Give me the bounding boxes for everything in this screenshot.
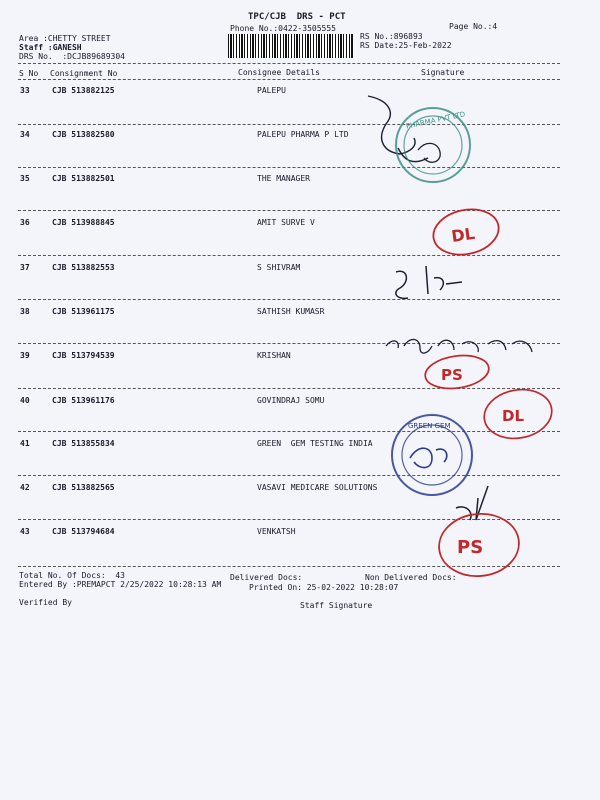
row-consignee: VENKATSH xyxy=(257,527,296,536)
row-sno: 35 xyxy=(20,174,30,183)
stamp-1-text: PHARMA PVT LTD xyxy=(405,110,467,131)
row-sno: 39 xyxy=(20,351,30,360)
dl-mark-text: DL xyxy=(450,223,477,246)
row-consignment: CJB 513794539 xyxy=(52,351,115,360)
row-divider xyxy=(18,566,560,567)
row-divider xyxy=(18,299,560,300)
row-consignee: PALEPU xyxy=(257,86,286,95)
divider xyxy=(18,79,560,80)
row-sno: 40 xyxy=(20,396,30,405)
row-divider xyxy=(18,167,560,168)
row-consignment: CJB 513882565 xyxy=(52,483,115,492)
ps-mark-43 xyxy=(436,510,522,580)
signature-34 xyxy=(368,96,428,162)
row-consignee: VASAVI MEDICARE SOLUTIONS xyxy=(257,483,378,492)
row-divider xyxy=(18,388,560,389)
row-consignment: CJB 513882501 xyxy=(52,174,115,183)
row-sno: 43 xyxy=(20,527,30,536)
row-consignment: CJB 513961175 xyxy=(52,307,115,316)
row-sno: 41 xyxy=(20,439,30,448)
dl-mark-40 xyxy=(480,384,555,443)
drs-number: DRS No. :DCJB89689304 xyxy=(19,52,125,61)
staff-label: Staff :GANESH xyxy=(19,43,82,52)
signature-42 xyxy=(456,486,488,520)
dl-mark-text: DL xyxy=(502,407,525,425)
company-stamp-1 xyxy=(396,108,470,182)
column-header-consignee: Consignee Details xyxy=(238,68,320,77)
ps-mark-text: PS xyxy=(457,537,484,558)
row-consignee: KRISHAN xyxy=(257,351,291,360)
row-consignee: S SHIVRAM xyxy=(257,263,301,272)
row-divider xyxy=(18,431,560,432)
row-consignee: PALEPU PHARMA P LTD xyxy=(257,130,349,139)
row-divider xyxy=(18,475,560,476)
row-consignee: GOVINDRAJ SOMU xyxy=(257,396,325,405)
row-sno: 36 xyxy=(20,218,30,227)
row-divider xyxy=(18,255,560,256)
row-consignee: THE MANAGER xyxy=(257,174,310,183)
column-header-signature: Signature xyxy=(421,68,465,77)
row-consignee: GREEN GEM TESTING INDIA xyxy=(257,439,373,448)
row-divider xyxy=(18,124,560,125)
column-header-sno: S No xyxy=(19,69,39,78)
row-consignment: CJB 513794684 xyxy=(52,527,115,536)
divider xyxy=(18,63,560,64)
ps-mark-39 xyxy=(423,352,491,393)
row-consignment: CJB 513882580 xyxy=(52,130,115,139)
stamp-2-text: GREEN GEM xyxy=(408,422,451,430)
row-consignment: CJB 513961176 xyxy=(52,396,115,405)
row-sno: 38 xyxy=(20,307,30,316)
row-divider xyxy=(18,343,560,344)
delivered-docs: Delivered Docs: xyxy=(230,573,303,582)
row-divider xyxy=(18,519,560,520)
column-header-consignment: Consignment No xyxy=(50,69,118,78)
row-consignee: AMIT SURVE V xyxy=(257,218,315,227)
barcode xyxy=(228,34,354,58)
total-docs: Total No. Of Docs: 43 xyxy=(19,571,125,580)
verified-by: Verified By xyxy=(19,598,72,607)
row-sno: 37 xyxy=(20,263,30,272)
area-label: Area :CHETTY STREET xyxy=(19,34,111,43)
row-consignment: CJB 513882553 xyxy=(52,263,115,272)
row-sno: 33 xyxy=(20,86,30,95)
dl-mark-36 xyxy=(429,204,503,261)
row-divider xyxy=(18,210,560,211)
rs-date: RS Date:25-Feb-2022 xyxy=(360,41,452,50)
phone-number: Phone No.:0422-3505555 xyxy=(230,24,336,33)
signature-38 xyxy=(386,339,532,353)
non-delivered-docs: Non Delivered Docs: xyxy=(365,573,457,582)
printed-on: Printed On: 25-02-2022 10:28:07 xyxy=(249,583,399,592)
row-consignment: CJB 513988845 xyxy=(52,218,115,227)
row-consignment: CJB 513855834 xyxy=(52,439,115,448)
entered-by: Entered By :PREMAPCT 2/25/2022 10:28:13 AM xyxy=(19,580,222,589)
staff-signature: Staff Signature xyxy=(300,601,373,610)
company-stamp-2 xyxy=(392,415,472,495)
row-consignment: CJB 513882125 xyxy=(52,86,115,95)
ps-mark-text: PS xyxy=(441,366,463,384)
page-number: Page No.:4 xyxy=(449,22,498,31)
row-sno: 42 xyxy=(20,483,30,492)
row-consignee: SATHISH KUMASR xyxy=(257,307,325,316)
document-title: TPC/CJB DRS - PCT xyxy=(248,12,346,22)
row-sno: 34 xyxy=(20,130,30,139)
rs-number: RS No.:896893 xyxy=(360,32,423,41)
signature-37 xyxy=(396,266,462,298)
